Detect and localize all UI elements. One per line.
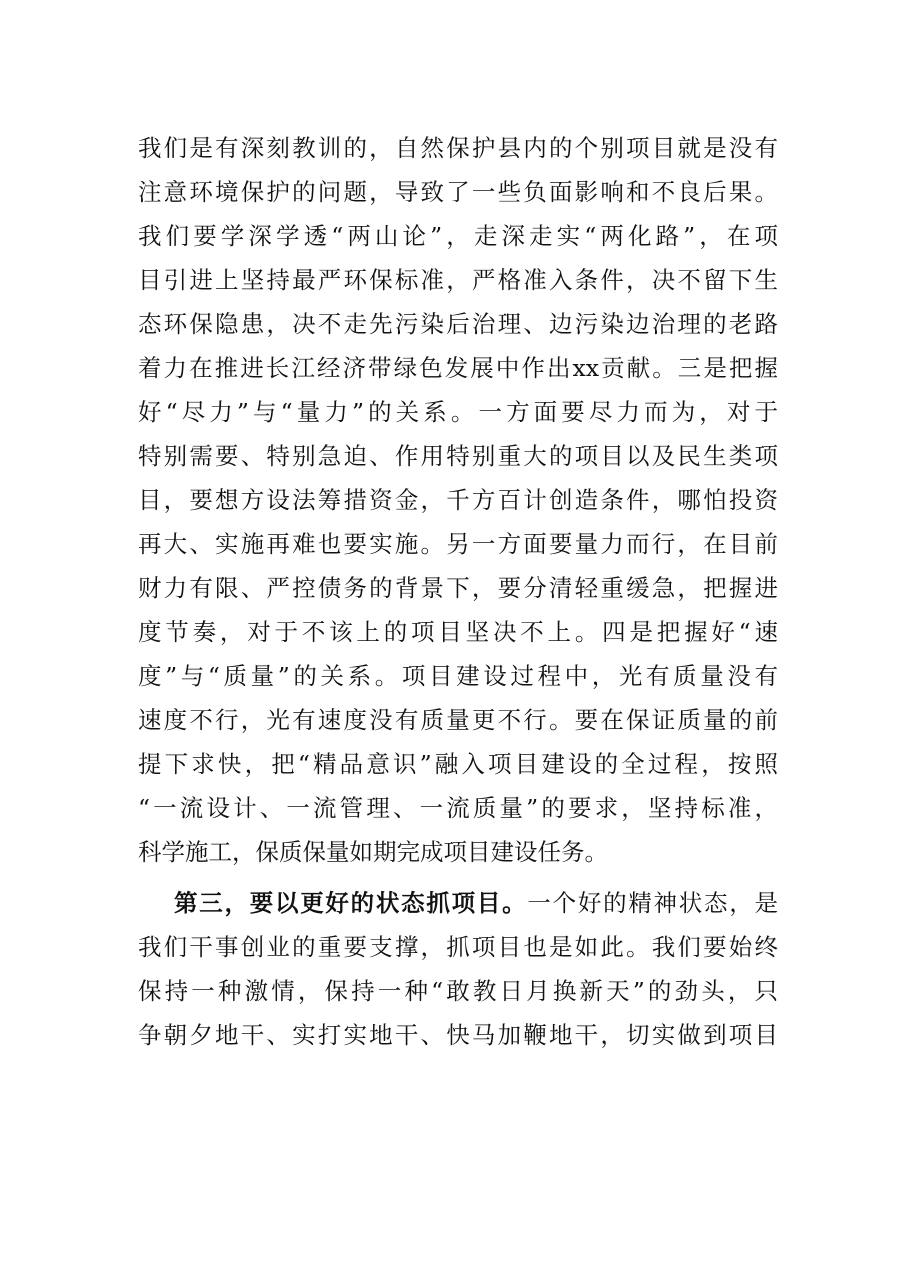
document-body <box>138 126 778 1057</box>
text-line: 我们要学深学透“两山论”，走深走实“两化路”，在项 <box>138 222 778 250</box>
text-line: “一流设计、一流管理、一流质量”的要求，坚持标准， <box>138 794 778 822</box>
text-line: 度节奏，对于不该上的项目坚决不上。四是把握好“速 <box>138 618 778 646</box>
text-line: 目，要想方设法筹措资金，千方百计创造条件，哪怕投资 <box>138 486 778 514</box>
text-line: 再大、实施再难也要实施。另一方面要量力而行，在目前 <box>138 530 778 558</box>
text-line: 提下求快，把“精品意识”融入项目建设的全过程，按照 <box>138 750 778 778</box>
text-line: 争朝夕地干、实打实地干、快马加鞭地干，切实做到项目 <box>138 1021 778 1049</box>
paragraph-1 <box>138 126 778 874</box>
text-line: 特别需要、特别急迫、作用特别重大的项目以及民生类项 <box>138 442 778 470</box>
text-line: 着力在推进长江经济带绿色发展中作出xx贡献。三是把握 <box>138 354 778 382</box>
text-line: 好“尽力”与“量力”的关系。一方面要尽力而为，对于 <box>138 398 778 426</box>
text-line: 我们是有深刻教训的，自然保护县内的个别项目就是没有 <box>138 134 778 162</box>
paragraph-2 <box>138 881 778 1057</box>
text-line: 我们干事创业的重要支撑，抓项目也是如此。我们要始终 <box>138 933 778 961</box>
text-line-first <box>138 881 778 925</box>
text-run: 一个好的精神状态，是 <box>527 889 779 917</box>
text-line: 财力有限、严控债务的背景下，要分清轻重缓急，把握进 <box>138 574 778 602</box>
text-line: 目引进上坚持最严环保标准，严格准入条件，决不留下生 <box>138 266 778 294</box>
text-line: 注意环境保护的问题，导致了一些负面影响和不良后果。 <box>138 178 778 206</box>
text-line: 科学施工，保质保量如期完成项目建设任务。 <box>138 838 608 866</box>
text-line: 速度不行，光有速度没有质量更不行。要在保证质量的前 <box>138 706 778 734</box>
paragraph-heading: 第三，要以更好的状态抓项目。 <box>174 889 528 917</box>
text-line: 度”与“质量”的关系。项目建设过程中，光有质量没有 <box>138 662 778 690</box>
text-line: 保持一种激情，保持一种“敢教日月换新天”的劲头，只 <box>138 977 778 1005</box>
text-line: 态环保隐患，决不走先污染后治理、边污染边治理的老路 <box>138 310 778 338</box>
